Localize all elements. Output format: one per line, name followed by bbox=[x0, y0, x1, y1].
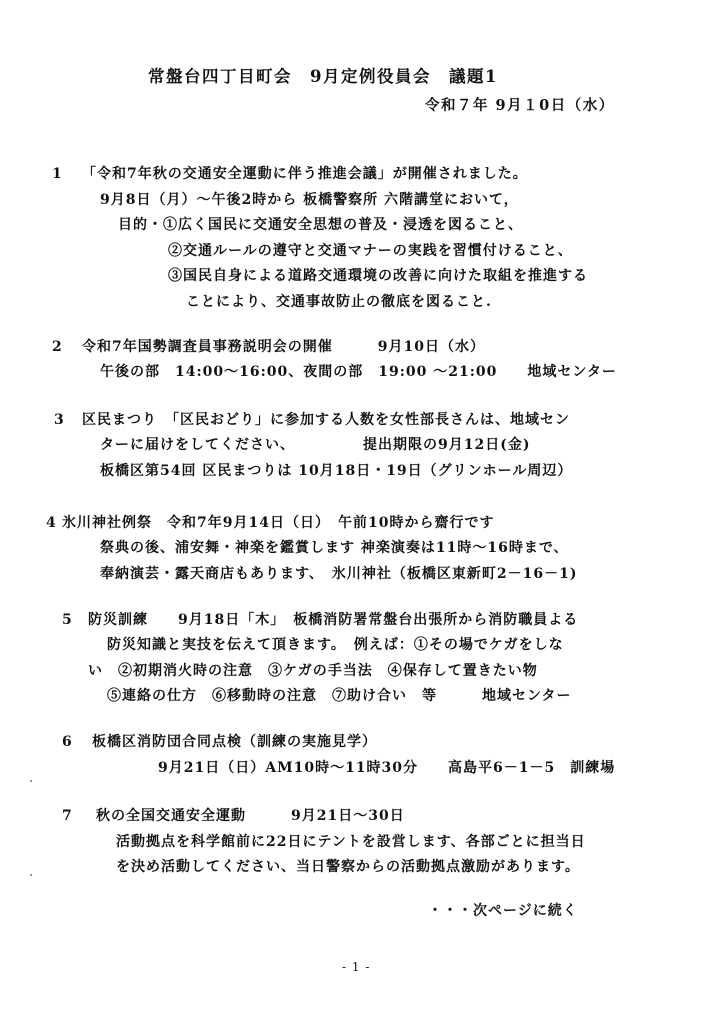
item-2-line-1: 令和7年国勢調査員事務説明会の開催 9月10日（水） bbox=[82, 339, 485, 355]
item-6-line-1: 板橋区消防団合同点検（訓練の実施見学） bbox=[92, 734, 377, 750]
continued-note: ・・・次ページに続く bbox=[428, 903, 578, 919]
item-7-line-1: 秋の全国交通安全運動 9月21日～30日 bbox=[96, 808, 405, 824]
document-date: 令和７年 9月１0日（水） bbox=[425, 97, 615, 114]
item-3-line-1: 区民まつり 「区民おどり」に参加する人数を女性部長さんは、地域セン bbox=[82, 412, 570, 428]
item-number-3: 3 bbox=[54, 412, 64, 428]
item-5-line-3: い ②初期消火時の注意 ③ケガの手当法 ④保存して置きたい物 bbox=[88, 663, 538, 679]
item-number-4: 4 bbox=[46, 515, 56, 531]
item-4-line-2: 祭典の後、浦安舞・神楽を鑑賞します 神楽演奏は11時～16時まで、 bbox=[100, 540, 569, 556]
page-number: - 1 - bbox=[342, 960, 371, 974]
item-number-5: 5 bbox=[62, 612, 72, 628]
item-1-line-5: ③国民自身による道路交通環境の改善に向けた取組を推進する bbox=[168, 268, 588, 284]
item-3-line-3: 板橋区第54回 区民まつりは 10月18日・19日（グリンホール周辺） bbox=[100, 463, 573, 479]
item-number-1: 1 bbox=[52, 166, 62, 182]
item-1-line-1: 「令和7年秋の交通安全運動に伴う推進会議」が開催されました。 bbox=[82, 166, 528, 182]
item-5-line-4: ⑤連絡の仕方 ⑥移動時の注意 ⑦助け合い 等 地域センター bbox=[107, 688, 572, 704]
item-4-line-1: 氷川神社例祭 令和7年9月14日（日） 午前10時から齋行です bbox=[62, 515, 495, 531]
item-5-line-1: 防災訓練 9月18日「木」 板橋消防署常盤台出張所から消防職員よる bbox=[88, 612, 579, 628]
item-1-line-4: ②交通ルールの遵守と交通マナーの実践を習慣付けること、 bbox=[168, 243, 573, 259]
scan-speck bbox=[30, 874, 32, 876]
document-title: 常盤台四丁目町会 9月定例役員会 議題1 bbox=[148, 67, 498, 86]
item-6-line-2: 9月21日（日）AM10時～11時30分 高島平6－1－5 訓練場 bbox=[158, 760, 616, 776]
item-3-line-2: ターに届けをしてください、 提出期限の9月12日(金) bbox=[100, 437, 531, 453]
item-1-line-6: ことにより、交通事故防止の徹底を図ること. bbox=[186, 294, 492, 310]
scan-speck bbox=[30, 780, 32, 782]
item-number-7: 7 bbox=[62, 808, 72, 824]
item-7-line-2: 活動拠点を科学館前に22日にテントを設営します、各部ごとに担当日 bbox=[116, 834, 586, 850]
item-5-line-2: 防災知識と実技を伝えて頂きます。 例えば：①その場でケガをしな bbox=[107, 637, 564, 653]
item-7-line-3: を決め活動してください、当日警察からの活動拠点激励があります。 bbox=[116, 859, 580, 875]
item-2-line-2: 午後の部 14:00～16:00、夜間の部 19:00 ～21:00 地域センター bbox=[100, 364, 617, 380]
item-4-line-3: 奉納演芸・露天商店もあります、 氷川神社（板橋区東新町2－16－1) bbox=[100, 566, 578, 582]
item-1-line-2: 9月8日（月）～午後2時から 板橋警察所 六階講堂において， bbox=[100, 192, 519, 208]
item-number-2: 2 bbox=[52, 339, 62, 355]
item-number-6: 6 bbox=[62, 734, 72, 750]
item-1-line-3: 目的・①広く国民に交通安全思想の普及・浸透を図ること、 bbox=[118, 217, 523, 233]
